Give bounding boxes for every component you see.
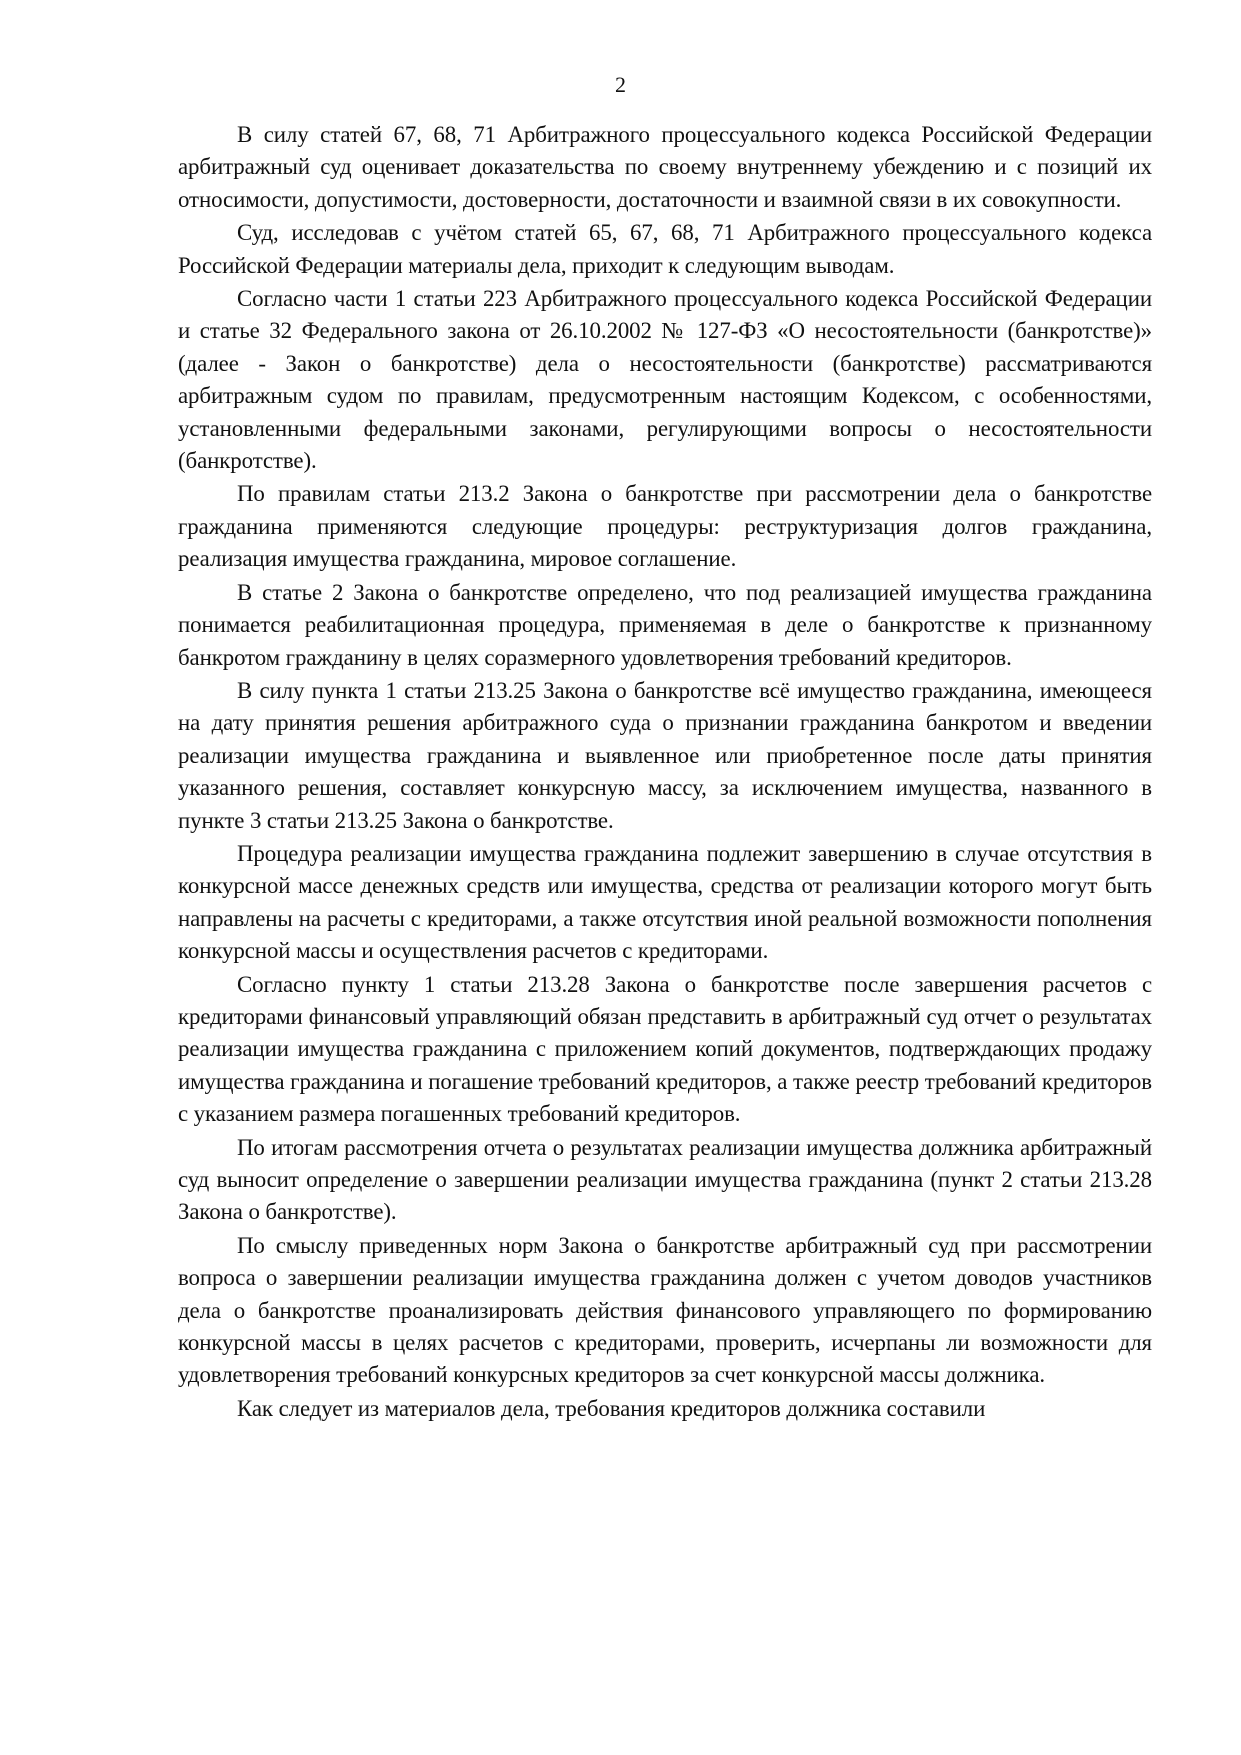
paragraph-manager-report: Согласно пункту 1 статьи 213.28 Закона о банкротстве после завершения расчетов с кредиторами финансовый управляющий обязан представить в арбитражный суд отчет о результатах реализации имущества гражданина с приложением копий документов, подтверждающих продажу имущества гражданина и погашение требований кредиторов, а также реестр требований кредиторов с указанием размера погашенных требований кредиторов. bbox=[178, 971, 1152, 1127]
document-body bbox=[178, 119, 1152, 1426]
paragraph-court-ruling: По итогам рассмотрения отчета о результатах реализации имущества должника арбитражный суд выносит определение о завершении реализации имущества гражданина (пункт 2 статьи 213.28 Закона о банкротстве). bbox=[178, 1134, 1152, 1225]
page-number: 2 bbox=[615, 72, 626, 97]
paragraph-court-conclusions: Суд, исследовав с учётом статей 65, 67, 68, 71 Арбитражного процессуального кодекса Российской Федерации материалы дела, приходит к следующим выводам. bbox=[178, 220, 1152, 278]
paragraph-property-sale-definition: В статье 2 Закона о банкротстве определено, что под реализацией имущества гражданина понимается реабилитационная процедура, применяемая в деле о банкротстве к признанному банкротом гражданину в целях соразмерного удовлетворения требований кредиторов. bbox=[178, 579, 1152, 670]
paragraph-bankruptcy-law: Согласно части 1 статьи 223 Арбитражного процессуального кодекса Российской Федерации и статье 32 Федерального закона от 26.10.2002 № 127-ФЗ «О несостоятельности (банкротстве)» (далее - Закон о банкротстве) дела о несостоятельности (банкротстве) рассматриваются арбитражным судом по правилам, предусмотренным настоящим Кодексом, с особенностями, установленными федеральными законами, регулирующими вопросы о несостоятельности (банкротстве). bbox=[178, 286, 1152, 474]
paragraph-creditor-claims: Как следует из материалов дела, требования кредиторов должника составили bbox=[237, 1395, 986, 1421]
paragraph-procedures: По правилам статьи 213.2 Закона о банкротстве при рассмотрении дела о банкротстве гражданина применяются следующие процедуры: реструктуризация долгов гражданина, реализация имущества гражданина, мировое соглашение. bbox=[178, 481, 1152, 572]
paragraph-norms-meaning: По смыслу приведенных норм Закона о банкротстве арбитражный суд при рассмотрении вопроса о завершении реализации имущества гражданина должен с учетом доводов участников дела о банкротстве проанализировать действия финансового управляющего по формированию конкурсной массы в целях расчетов с кредиторами, проверить, исчерпаны ли возможности для удовлетворения требований конкурсных кредиторов за счет конкурсной массы должника. bbox=[178, 1232, 1152, 1388]
paragraph-evidence-assessment: В силу статей 67, 68, 71 Арбитражного процессуального кодекса Российской Федерации арбитражный суд оценивает доказательства по своему внутреннему убеждению и с позиций их относимости, допустимости, достоверности, достаточности и взаимной связи в их совокупности. bbox=[178, 122, 1152, 212]
paragraph-completion-conditions: Процедура реализации имущества гражданина подлежит завершению в случае отсутствия в конкурсной массе денежных средств или имущества, средства от реализации которого могут быть направлены на расчеты с кредиторами, а также отсутствия иной реальной возможности пополнения конкурсной массы и осуществления расчетов с кредиторами. bbox=[178, 840, 1152, 964]
paragraph-bankruptcy-estate: В силу пункта 1 статьи 213.25 Закона о банкротстве всё имущество гражданина, имеющееся на дату принятия решения арбитражного суда о признании гражданина банкротом и введении реализации имущества гражданина и выявленное или приобретенное после даты принятия указанного решения, составляет конкурсную массу, за исключением имущества, названного в пункте 3 статьи 213.25 Закона о банкротстве. bbox=[178, 677, 1152, 833]
